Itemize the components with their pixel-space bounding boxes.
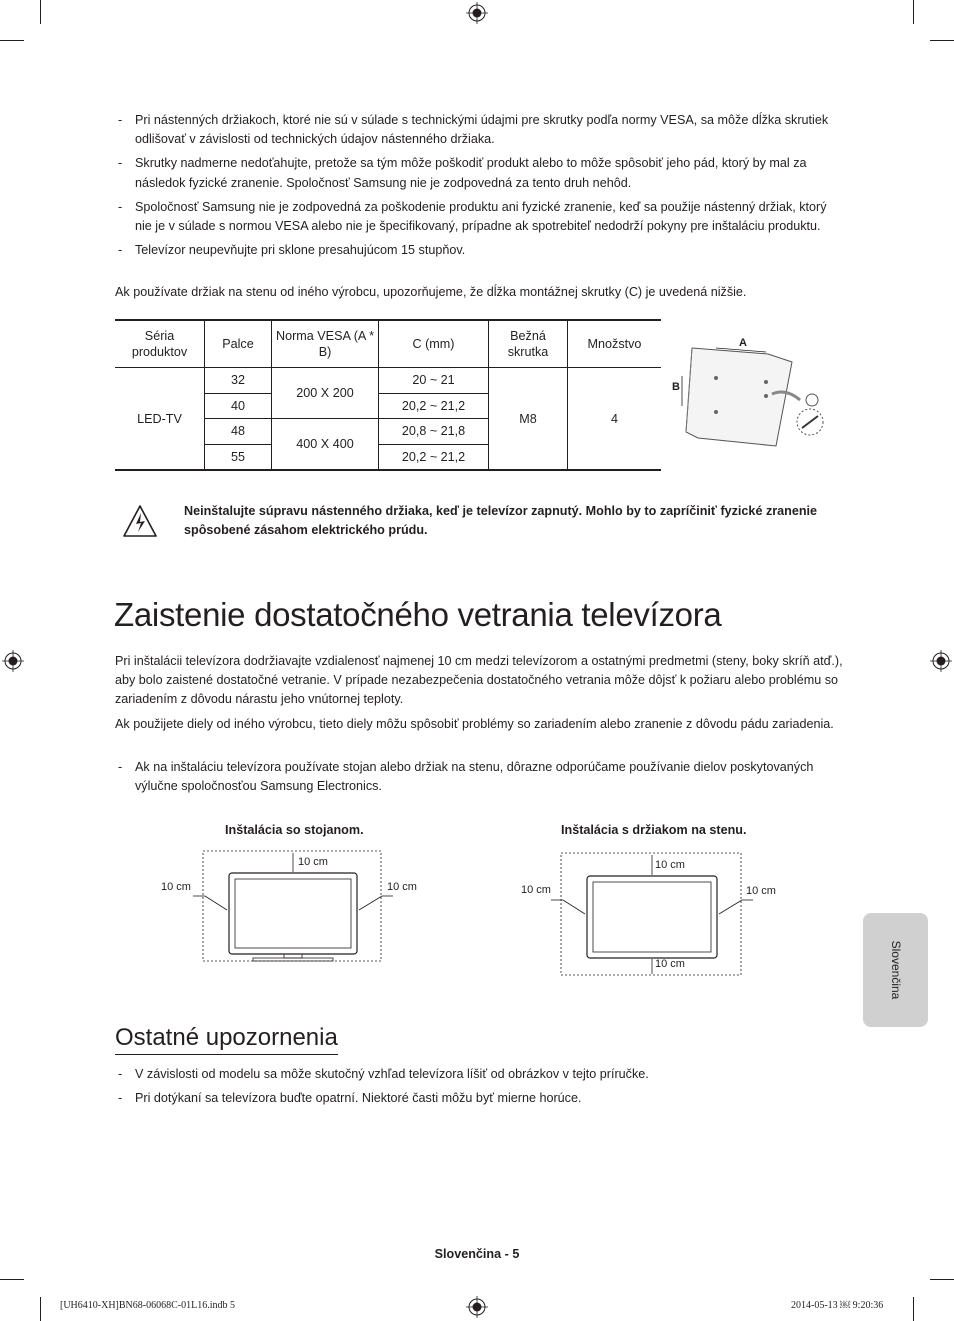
- table-cell: 40: [205, 393, 272, 419]
- wall-installation-diagram: [515, 848, 785, 978]
- registration-mark-left-icon: [2, 650, 24, 672]
- dimension-label-b: B: [672, 381, 680, 393]
- other-warnings-list: [115, 1065, 845, 1108]
- electric-shock-warning-icon: [122, 504, 158, 538]
- registration-mark-bottom-icon: [466, 1296, 488, 1318]
- table-cell: 20,8 ~ 21,8: [379, 419, 489, 445]
- table-header: Množstvo: [568, 320, 662, 368]
- table-cell: 20 ~ 21: [379, 368, 489, 394]
- dimension-label-a: A: [739, 337, 747, 349]
- stand-installation-diagram: [155, 846, 430, 966]
- wall-mount-spec-table: [115, 319, 661, 471]
- list-item: - Pri dotýkaní sa televízora buďte opatrní. Niektoré časti môžu byť mierne horúce.: [118, 1091, 582, 1106]
- wall-mount-screw-illustration: [668, 328, 834, 452]
- list-item: - Televízor neupevňujte pri sklone presahujúcom 15 stupňov.: [118, 243, 466, 258]
- stand-diagram-label: Inštalácia so stojanom.: [225, 823, 364, 837]
- section-heading: Ostatné upozornenia: [115, 1024, 338, 1055]
- right-clearance-label: 10 cm: [746, 885, 776, 897]
- table-cell: 48: [205, 419, 272, 445]
- page-number: Slovenčina - 5: [434, 1247, 520, 1261]
- wall-diagram-label: Inštalácia s držiakom na stenu.: [561, 823, 747, 837]
- bottom-clearance-label: 10 cm: [655, 958, 685, 970]
- table-cell: 200 X 200: [272, 368, 379, 419]
- table-header: Bežná skrutka: [489, 320, 568, 368]
- table-header: Palce: [205, 320, 272, 368]
- table-cell: 20,2 ~ 21,2: [379, 393, 489, 419]
- ventilation-paragraph-2: Ak použijete diely od iného výrobcu, tieto diely môžu spôsobiť problémy so zariadením alebo zranenie z dôvodu pádu zariadenia.: [115, 717, 834, 731]
- right-clearance-label: 10 cm: [387, 881, 417, 893]
- left-clearance-label: 10 cm: [161, 881, 191, 893]
- table-cell: M8: [489, 368, 568, 471]
- file-slug: [UH6410-XH]BN68-06068C-01L16.indb 5: [60, 1300, 235, 1311]
- list-item: - Pri nástenných držiakoch, ktoré nie sú v súlade s technickými údajmi pre skrutky podľa normy VESA, sa môže dĺžka skrutiek odlišovať v závislosti od technických údajov nástenného držiaka.: [118, 113, 829, 147]
- list-item: - Ak na inštaláciu televízora používate stojan alebo držiak na stenu, dôrazne odporúčame používanie dielov poskytovaných výlučne spoločnosťou Samsung Electronics.: [118, 760, 814, 794]
- table-cell: 55: [205, 444, 272, 470]
- left-clearance-label: 10 cm: [521, 884, 551, 896]
- ventilation-note-list: [115, 758, 845, 796]
- language-tab-label: Slovenčina: [888, 940, 903, 1000]
- language-tab: [863, 913, 928, 1027]
- table-header: Norma VESA (A * B): [272, 320, 379, 368]
- top-clearance-label: 10 cm: [298, 856, 328, 868]
- intro-paragraph: Ak používate držiak na stenu od iného výrobcu, upozorňujeme, že dĺžka montážnej skrutky (C) je uvedená nižšie.: [115, 285, 747, 299]
- list-item: - Spoločnosť Samsung nie je zodpovedná za poškodenie produktu ani fyzické zranenie, keď sa použije nástenný držiak, ktorý nie je v súlade s normou VESA alebo nie je špecifikovaný, prípadne ak spotrebiteľ nedodrží pokyny pre inštaláciu produktu.: [118, 199, 827, 234]
- registration-mark-top-icon: [466, 2, 488, 24]
- table-cell: 400 X 400: [272, 419, 379, 471]
- print-timestamp: 2014-05-13 ￼ 9:20:36: [791, 1300, 884, 1311]
- table-header: C (mm): [379, 320, 489, 368]
- registration-mark-right-icon: [930, 650, 952, 672]
- ventilation-paragraph: Pri inštalácii televízora dodržiavajte vzdialenosť najmenej 10 cm medzi televízorom a ostatnými predmetmi (steny, boky skríň atď.), aby bolo zaistené dostatočné vetranie. V prípade nezabezpečenia dostatočného vetrania môže dôjsť k požiaru alebo problému so zariadením z dôvodu nárastu jeho vnútornej teploty.: [115, 654, 843, 707]
- table-cell: 20,2 ~ 21,2: [379, 444, 489, 470]
- warning-text: Neinštalujte súpravu nástenného držiaka, keď je televízor zapnutý. Mohlo by to zapríčiniť fyzické zranenie spôsobené zásahom elektrického prúdu.: [184, 504, 818, 538]
- table-header: Séria produktov: [115, 320, 205, 368]
- table-cell: 32: [205, 368, 272, 394]
- table-cell: 4: [568, 368, 662, 471]
- top-clearance-label: 10 cm: [655, 859, 685, 871]
- table-cell: LED-TV: [115, 368, 205, 471]
- screw-notes-list: [115, 111, 845, 260]
- list-item: - Skrutky nadmerne nedoťahujte, pretože sa tým môže poškodiť produkt alebo to môže spôsobiť jeho pád, ktorý by mal za následok fyzické zranenie. Spoločnosť Samsung nie je zodpovedná za tento druh nehôd.: [118, 156, 807, 190]
- list-item: - V závislosti od modelu sa môže skutočný vzhľad televízora líšiť od obrázkov v tejto príručke.: [118, 1067, 649, 1081]
- page-title: Zaistenie dostatočného vetrania televízora: [114, 596, 722, 633]
